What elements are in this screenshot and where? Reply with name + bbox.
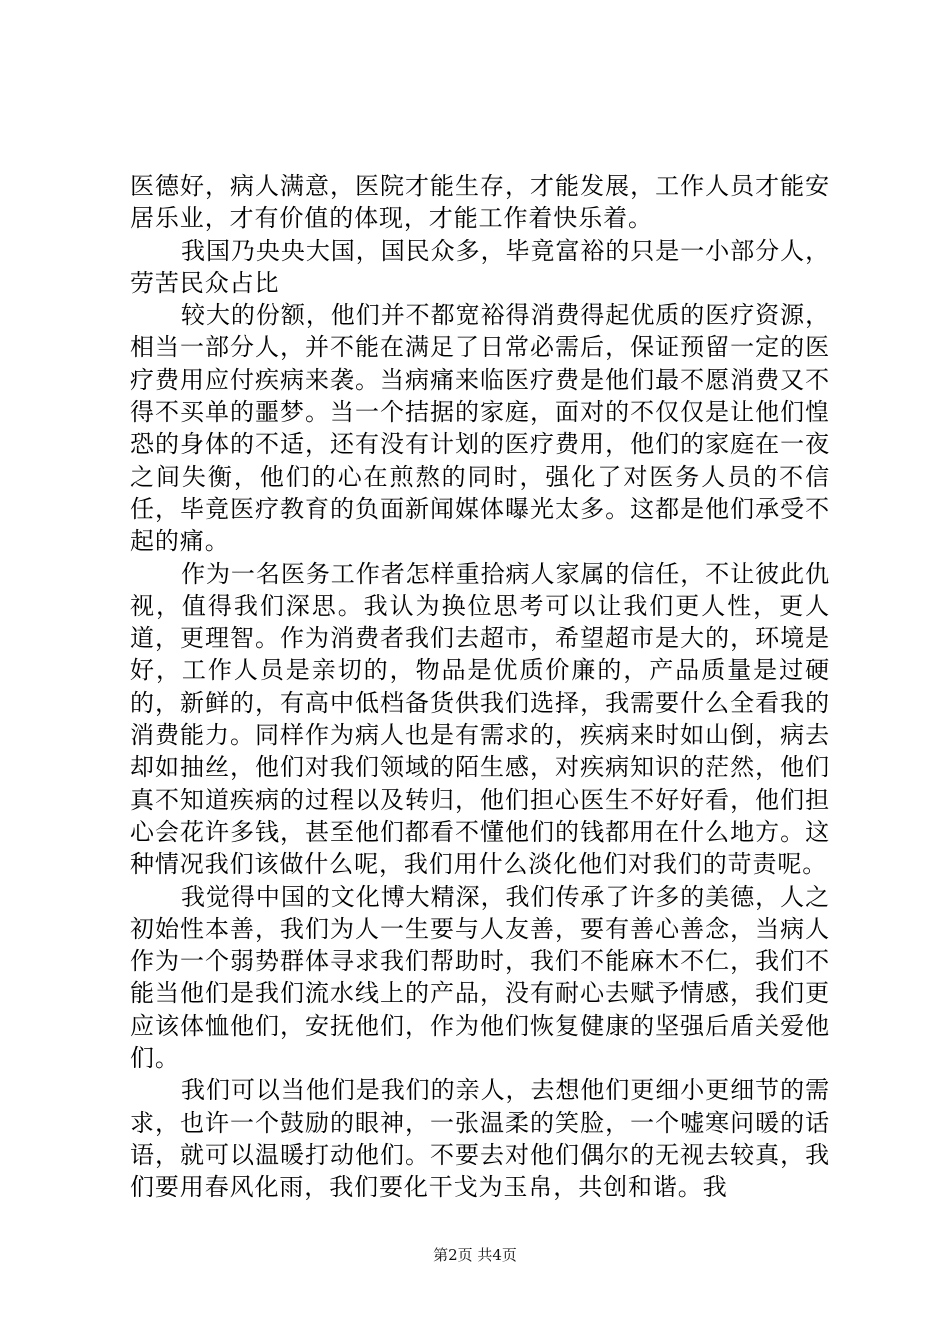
- body-text: [130, 170, 830, 1204]
- paragraph-2: 我国乃央央大国，国民众多，毕竟富裕的只是一小部分人，劳苦民众占比: [130, 236, 830, 297]
- paragraph-5: 我觉得中国的文化博大精深，我们传承了许多的美德，人之初始性本善，我们为人一生要与人友善，要有善心善念，当病人作为一个弱势群体寻求我们帮助时，我们不能麻木不仁，我们不能当他们是我们流水线上的产品，没有耐心去赋予情感，我们更应该体恤他们，安抚他们，作为他们恢复健康的坚强后盾关爱他们。: [130, 882, 830, 1073]
- paragraph-6: 我们可以当他们是我们的亲人，去想他们更细小更细节的需求，也许一个鼓励的眼神，一张温柔的笑脸，一个嘘寒问暖的话语，就可以温暖打动他们。不要去对他们偶尔的无视去较真，我们要用春风化雨，我们要化干戈为玉帛，共创和谐。我: [130, 1076, 830, 1202]
- paragraph-4: 作为一名医务工作者怎样重拾病人家属的信任，不让彼此仇视，值得我们深思。我认为换位思考可以让我们更人性，更人道，更理智。作为消费者我们去超市，希望超市是大的，环境是好，工作人员是亲切的，物品是优质价廉的，产品质量是过硬的，新鲜的，有高中低档备货供我们选择，我需要什么全看我的消费能力。同样作为病人也是有需求的，疾病来时如山倒，病去却如抽丝，他们对我们领域的陌生感，对疾病知识的茫然，他们真不知道疾病的过程以及转归，他们担心医生不好好看，他们担心会花许多钱，甚至他们都看不懂他们的钱都用在什么地方。这种情况我们该做什么呢，我们用什么淡化他们对我们的苛责呢。: [130, 559, 830, 879]
- paragraph-3: 较大的份额，他们并不都宽裕得消费得起优质的医疗资源，相当一部分人，并不能在满足了日常必需后，保证预留一定的医疗费用应付疾病来袭。当病痛来临医疗费是他们最不愿消费又不得不买单的噩梦。当一个拮据的家庭，面对的不仅仅是让他们惶恐的身体的不适，还有没有计划的医疗费用，他们的家庭在一夜之间失衡，他们的心在煎熬的同时，强化了对医务人员的不信任，毕竟医疗教育的负面新闻媒体曝光太多。这都是他们承受不起的痛。: [130, 301, 830, 556]
- page-number-footer: 第2页 共4页: [433, 1246, 517, 1264]
- paragraph-1: 医德好，病人满意，医院才能生存，才能发展，工作人员才能安居乐业，才有价值的体现，才能工作着快乐着。: [130, 172, 830, 233]
